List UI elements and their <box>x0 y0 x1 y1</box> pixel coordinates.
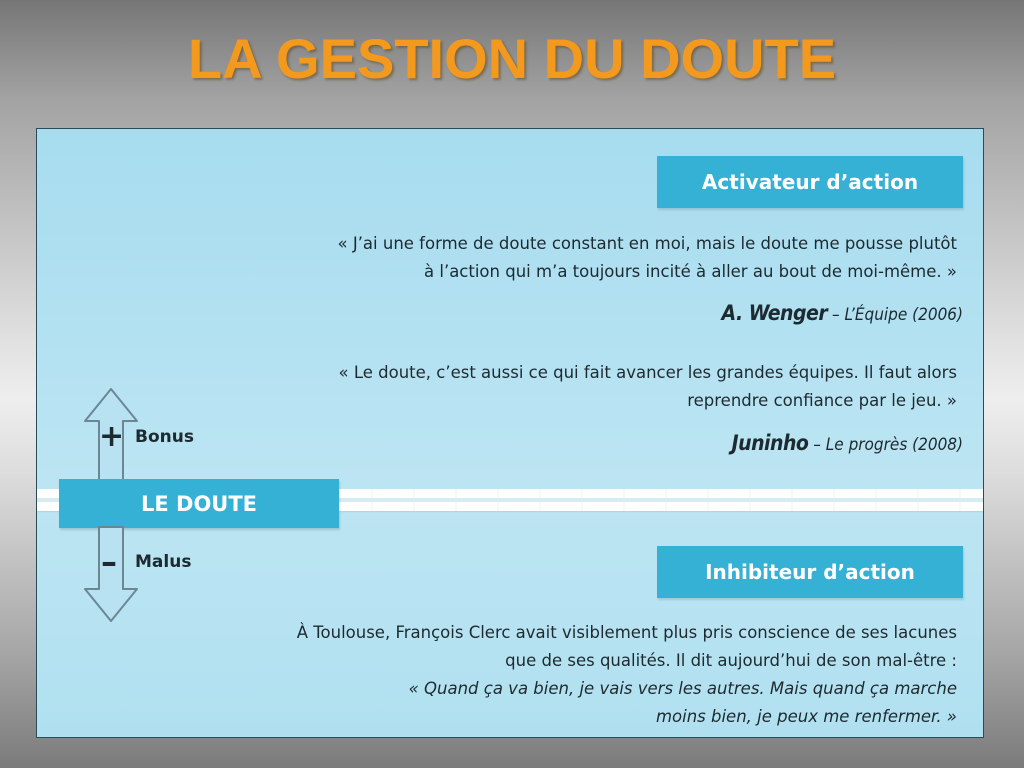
quote-line: moins bien, je peux me renfermer. » <box>655 707 957 726</box>
malus-label: Malus <box>135 552 192 572</box>
quote-wenger <box>337 230 957 286</box>
activator-tag: Activateur d’action <box>657 156 963 208</box>
author-name: A. Wenger <box>721 301 828 325</box>
quote-line: reprendre confiance par le jeu. » <box>687 391 957 410</box>
plus-sign: + <box>99 419 125 454</box>
text-line: que de ses qualités. Il dit aujourd’hui de son mal-être : <box>505 651 957 670</box>
attribution-wenger <box>721 301 963 325</box>
attribution-juninho <box>732 431 963 455</box>
quote-line: « Le doute, c’est aussi ce qui fait avancer les grandes équipes. Il faut alors <box>338 363 957 382</box>
text-line: À Toulouse, François Clerc avait visiblement plus pris conscience de ses lacunes <box>296 623 957 642</box>
author-name: Juninho <box>731 431 809 455</box>
content-panel <box>36 128 984 738</box>
minus-sign: – <box>101 543 117 581</box>
quote-line: à l’action qui m’a toujours incité à aller au bout de moi-même. » <box>424 262 957 281</box>
inhibitor-text <box>297 619 957 731</box>
source-text: – Le progrès (2008) <box>808 435 963 455</box>
quote-line: « J’ai une forme de doute constant en moi, mais le doute me pousse plutôt <box>337 234 957 253</box>
bonus-label: Bonus <box>135 427 194 447</box>
source-text: – L’Équipe (2006) <box>827 305 963 325</box>
quote-line: « Quand ça va bien, je vais vers les autres. Mais quand ça marche <box>408 679 957 698</box>
doubt-label: LE DOUTE <box>59 479 339 528</box>
inhibitor-tag: Inhibiteur d’action <box>657 546 963 598</box>
quote-juninho <box>339 359 958 415</box>
slide-title: LA GESTION DU DOUTE <box>187 27 837 90</box>
